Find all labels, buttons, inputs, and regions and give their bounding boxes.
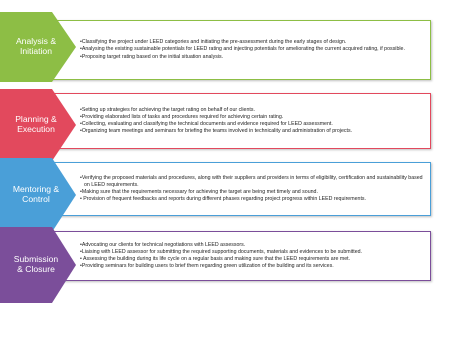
stage-label: Mentoring & Control: [12, 184, 60, 204]
stage-chevron: [0, 227, 76, 303]
list-item: • Assessing the building during its life cycle on a regular basis and making sure that the LEED requirements are met.: [80, 256, 425, 263]
stage-label: Submission & Closure: [13, 254, 59, 274]
stage-chevron: [0, 89, 76, 161]
bullet-list: [80, 94, 425, 148]
list-item: • Providing seminars for building users to brief them regarding green utilization of the building and its services.: [80, 263, 425, 270]
stage-chevron: [0, 12, 76, 82]
list-item: • Analysing the existing sustainable potentials for LEED rating and injecting potentials for ameliorating the current acquired rating, if possible.: [80, 46, 425, 53]
bullet-list: [80, 163, 425, 215]
list-item: • Classifying the project under LEED categories and initiating the pre-assessment during the early stages of design.: [80, 39, 425, 46]
stage-panel: [50, 231, 431, 281]
list-item: • Liaising with LEED assessor for submitting the required supporting documents, materials and evidences to be submitted.: [80, 249, 425, 256]
list-item: • Setting up strategies for achieving the target rating on behalf of our clients.: [80, 107, 425, 114]
list-item: • Collecting, evaluating and classifying the technical documents and evidence required for LEED assessment.: [80, 121, 425, 128]
stage-label: Planning & Execution: [15, 114, 57, 134]
stage-label: Analysis & Initiation: [15, 36, 57, 56]
stage-panel: [50, 20, 431, 80]
stage-panel: [50, 93, 431, 149]
list-item: • Provision of frequent feedbacks and reports during different phases regarding project progress within LEED requirements.: [80, 196, 425, 203]
stage-planning: [0, 89, 450, 161]
stage-mentoring: [0, 158, 450, 232]
stage-chevron: [0, 158, 76, 232]
stage-submission: [0, 227, 450, 303]
list-item: • Making sure that the requirements necessary for achieving the target are being met timely and sound.: [80, 189, 425, 196]
bullet-list: [80, 21, 425, 79]
bullet-list: [80, 232, 425, 280]
list-item: • Verifying the proposed materials and procedures, along with their suppliers and providers in terms of eligibility, certification and sustainability based on LEED requirements.: [80, 175, 425, 189]
list-item: • Organizing team meetings and seminars for briefing the teams involved in technicality and administration of projects.: [80, 128, 425, 135]
list-item: • Providing elaborated lists of tasks and procedures required for achieving certain rating.: [80, 114, 425, 121]
stage-analysis: [0, 12, 450, 82]
stage-panel: [50, 162, 431, 216]
list-item: • Proposing target rating based on the initial situation analysis.: [80, 54, 425, 61]
list-item: • Advocating our clients for technical negotiations with LEED assessors.: [80, 242, 425, 249]
